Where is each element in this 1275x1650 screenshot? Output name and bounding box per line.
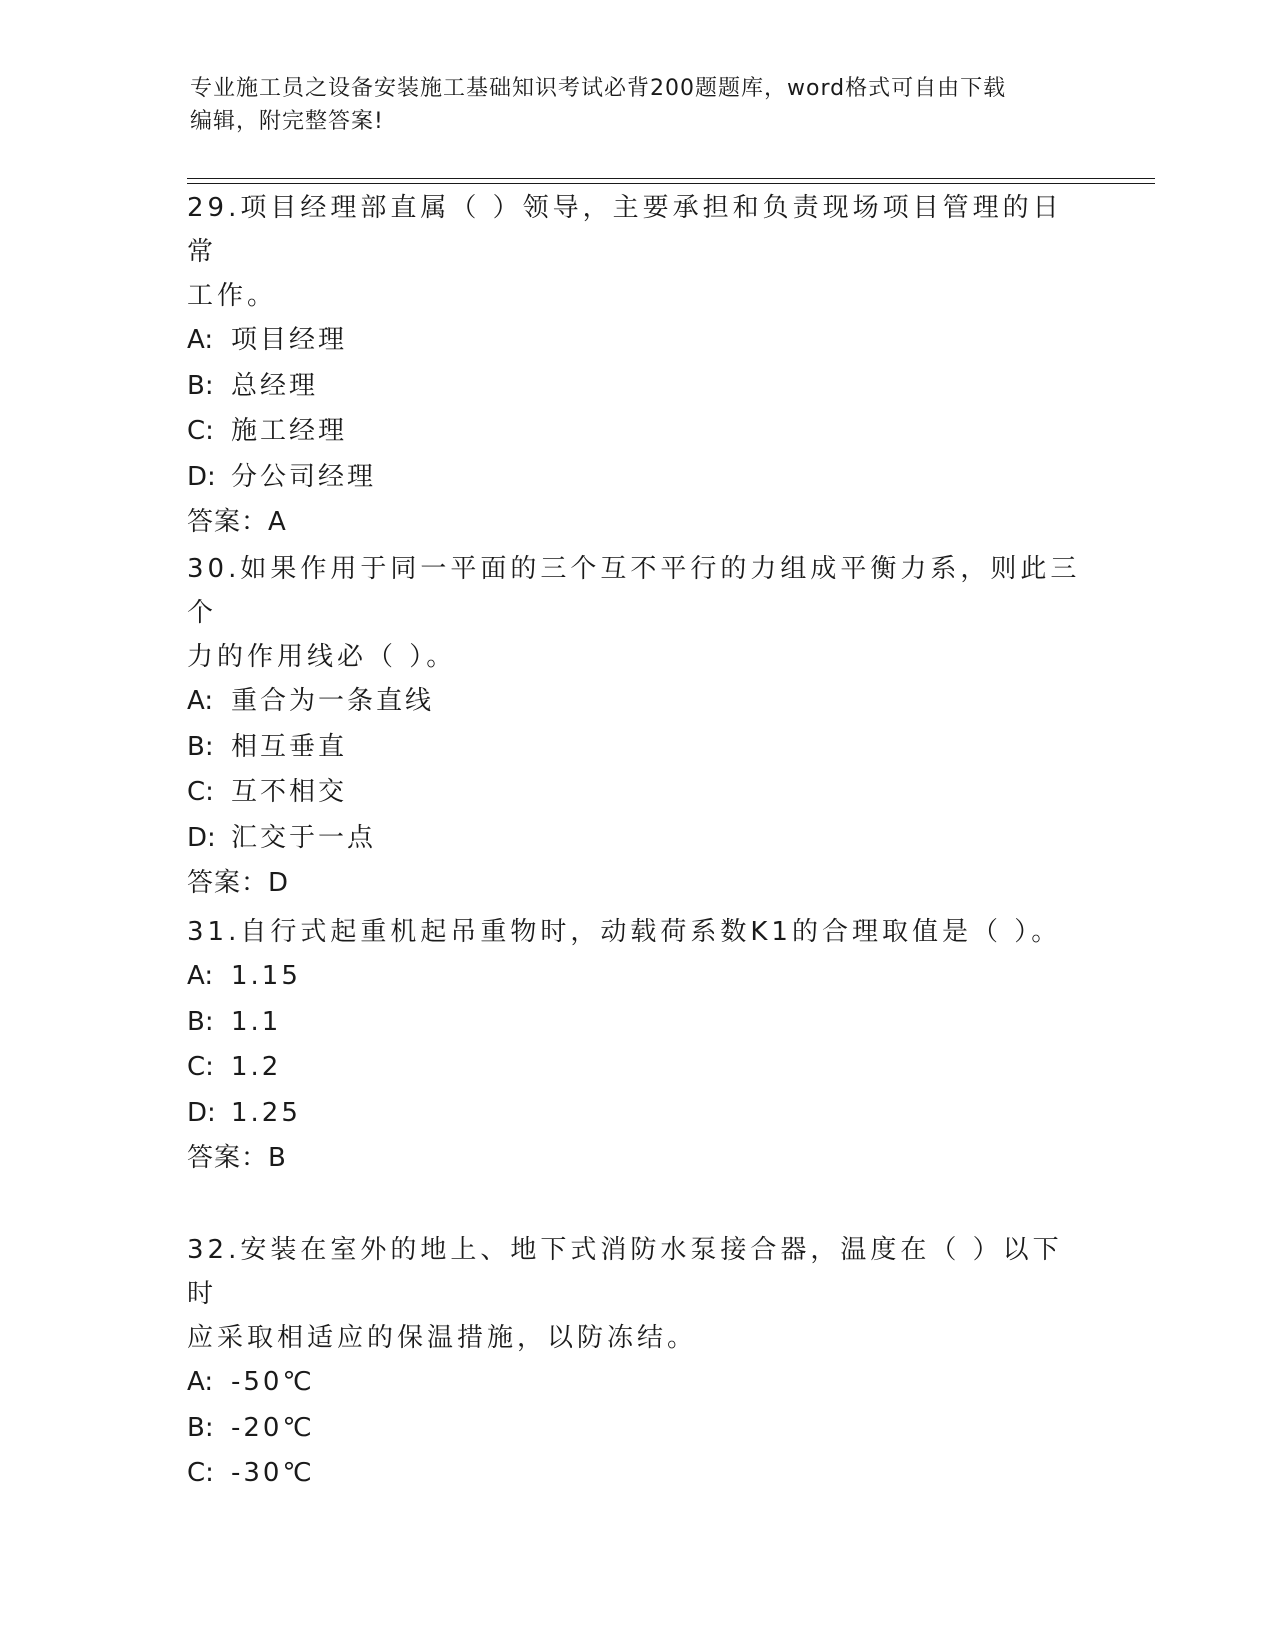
option-text: -30℃: [231, 1458, 315, 1488]
option-key: A:: [187, 1367, 214, 1397]
option-key: D:: [187, 822, 216, 853]
header-divider-bottom: [187, 183, 1155, 184]
option-d: [187, 816, 1087, 862]
question-29: [187, 186, 1087, 545]
option-text: 施工经理: [231, 416, 348, 446]
option-text: -20℃: [231, 1412, 315, 1443]
option-a: [187, 1360, 1087, 1406]
option-b: [187, 1406, 1087, 1452]
option-c: [187, 770, 1087, 816]
header-divider-top: [187, 178, 1155, 179]
option-key: A:: [187, 686, 214, 716]
option-key: C:: [187, 1052, 214, 1082]
answer-line: 答案：A: [187, 507, 287, 537]
document-header: [190, 72, 1090, 138]
option-text: 项目经理: [231, 325, 348, 355]
option-text: 相互垂直: [231, 731, 348, 762]
option-text: 1.2: [231, 1052, 282, 1082]
option-key: C:: [187, 777, 214, 807]
question-30: [187, 547, 1087, 906]
question-32: [187, 1228, 1087, 1497]
question-stem-line2: 力的作用线必（ ）。: [187, 642, 457, 672]
question-stem-line1: 30.如果作用于同一平面的三个互不平行的力组成平衡力系，则此三个: [187, 554, 1081, 628]
option-text: 1.15: [231, 961, 301, 991]
question-31: [187, 910, 1087, 1181]
option-key: A:: [187, 961, 214, 991]
option-text: 重合为一条直线: [231, 686, 435, 716]
question-stem-line1: 32.安装在室外的地上、地下式消防水泵接合器，温度在（ ）以下时: [187, 1235, 1063, 1309]
option-text: 总经理: [231, 370, 319, 401]
option-key: D:: [187, 461, 216, 492]
option-d: [187, 1091, 1087, 1137]
option-a: [187, 679, 1087, 725]
answer-line: 答案：D: [187, 868, 290, 898]
option-c: [187, 1045, 1087, 1091]
question-stem-line1: 29.项目经理部直属（ ）领导，主要承担和负责现场项目管理的日常: [187, 193, 1063, 267]
option-text: 汇交于一点: [231, 822, 377, 853]
option-text: 互不相交: [231, 777, 348, 807]
option-text: 分公司经理: [231, 461, 377, 492]
option-d: [187, 455, 1087, 501]
option-key: C:: [187, 1458, 214, 1488]
option-text: -50℃: [231, 1367, 315, 1397]
option-key: D:: [187, 1097, 216, 1128]
option-key: A:: [187, 325, 214, 355]
header-title-line1: 专业施工员之设备安装施工基础知识考试必背200题题库，word格式可自由下载: [190, 76, 1007, 101]
option-key: C:: [187, 416, 214, 446]
option-c: [187, 409, 1087, 455]
question-stem-line1: 31.自行式起重机起吊重物时，动载荷系数K1的合理取值是（ ）。: [187, 917, 1062, 947]
option-b: [187, 725, 1087, 771]
question-stem-line2: 工作。: [187, 281, 278, 311]
answer-line: 答案：B: [187, 1143, 287, 1173]
option-text: 1.25: [231, 1097, 301, 1128]
option-a: [187, 318, 1087, 364]
option-b: [187, 364, 1087, 410]
option-key: B:: [187, 731, 214, 762]
option-c: [187, 1451, 1087, 1497]
option-key: B:: [187, 370, 214, 401]
option-a: [187, 954, 1087, 1000]
header-title-line2: 编辑，附完整答案!: [190, 109, 384, 134]
option-key: B:: [187, 1412, 214, 1443]
option-b: [187, 1000, 1087, 1046]
question-stem-line2: 应采取相适应的保温措施，以防冻结。: [187, 1323, 698, 1353]
option-text: 1.1: [231, 1006, 282, 1037]
option-key: B:: [187, 1006, 214, 1037]
